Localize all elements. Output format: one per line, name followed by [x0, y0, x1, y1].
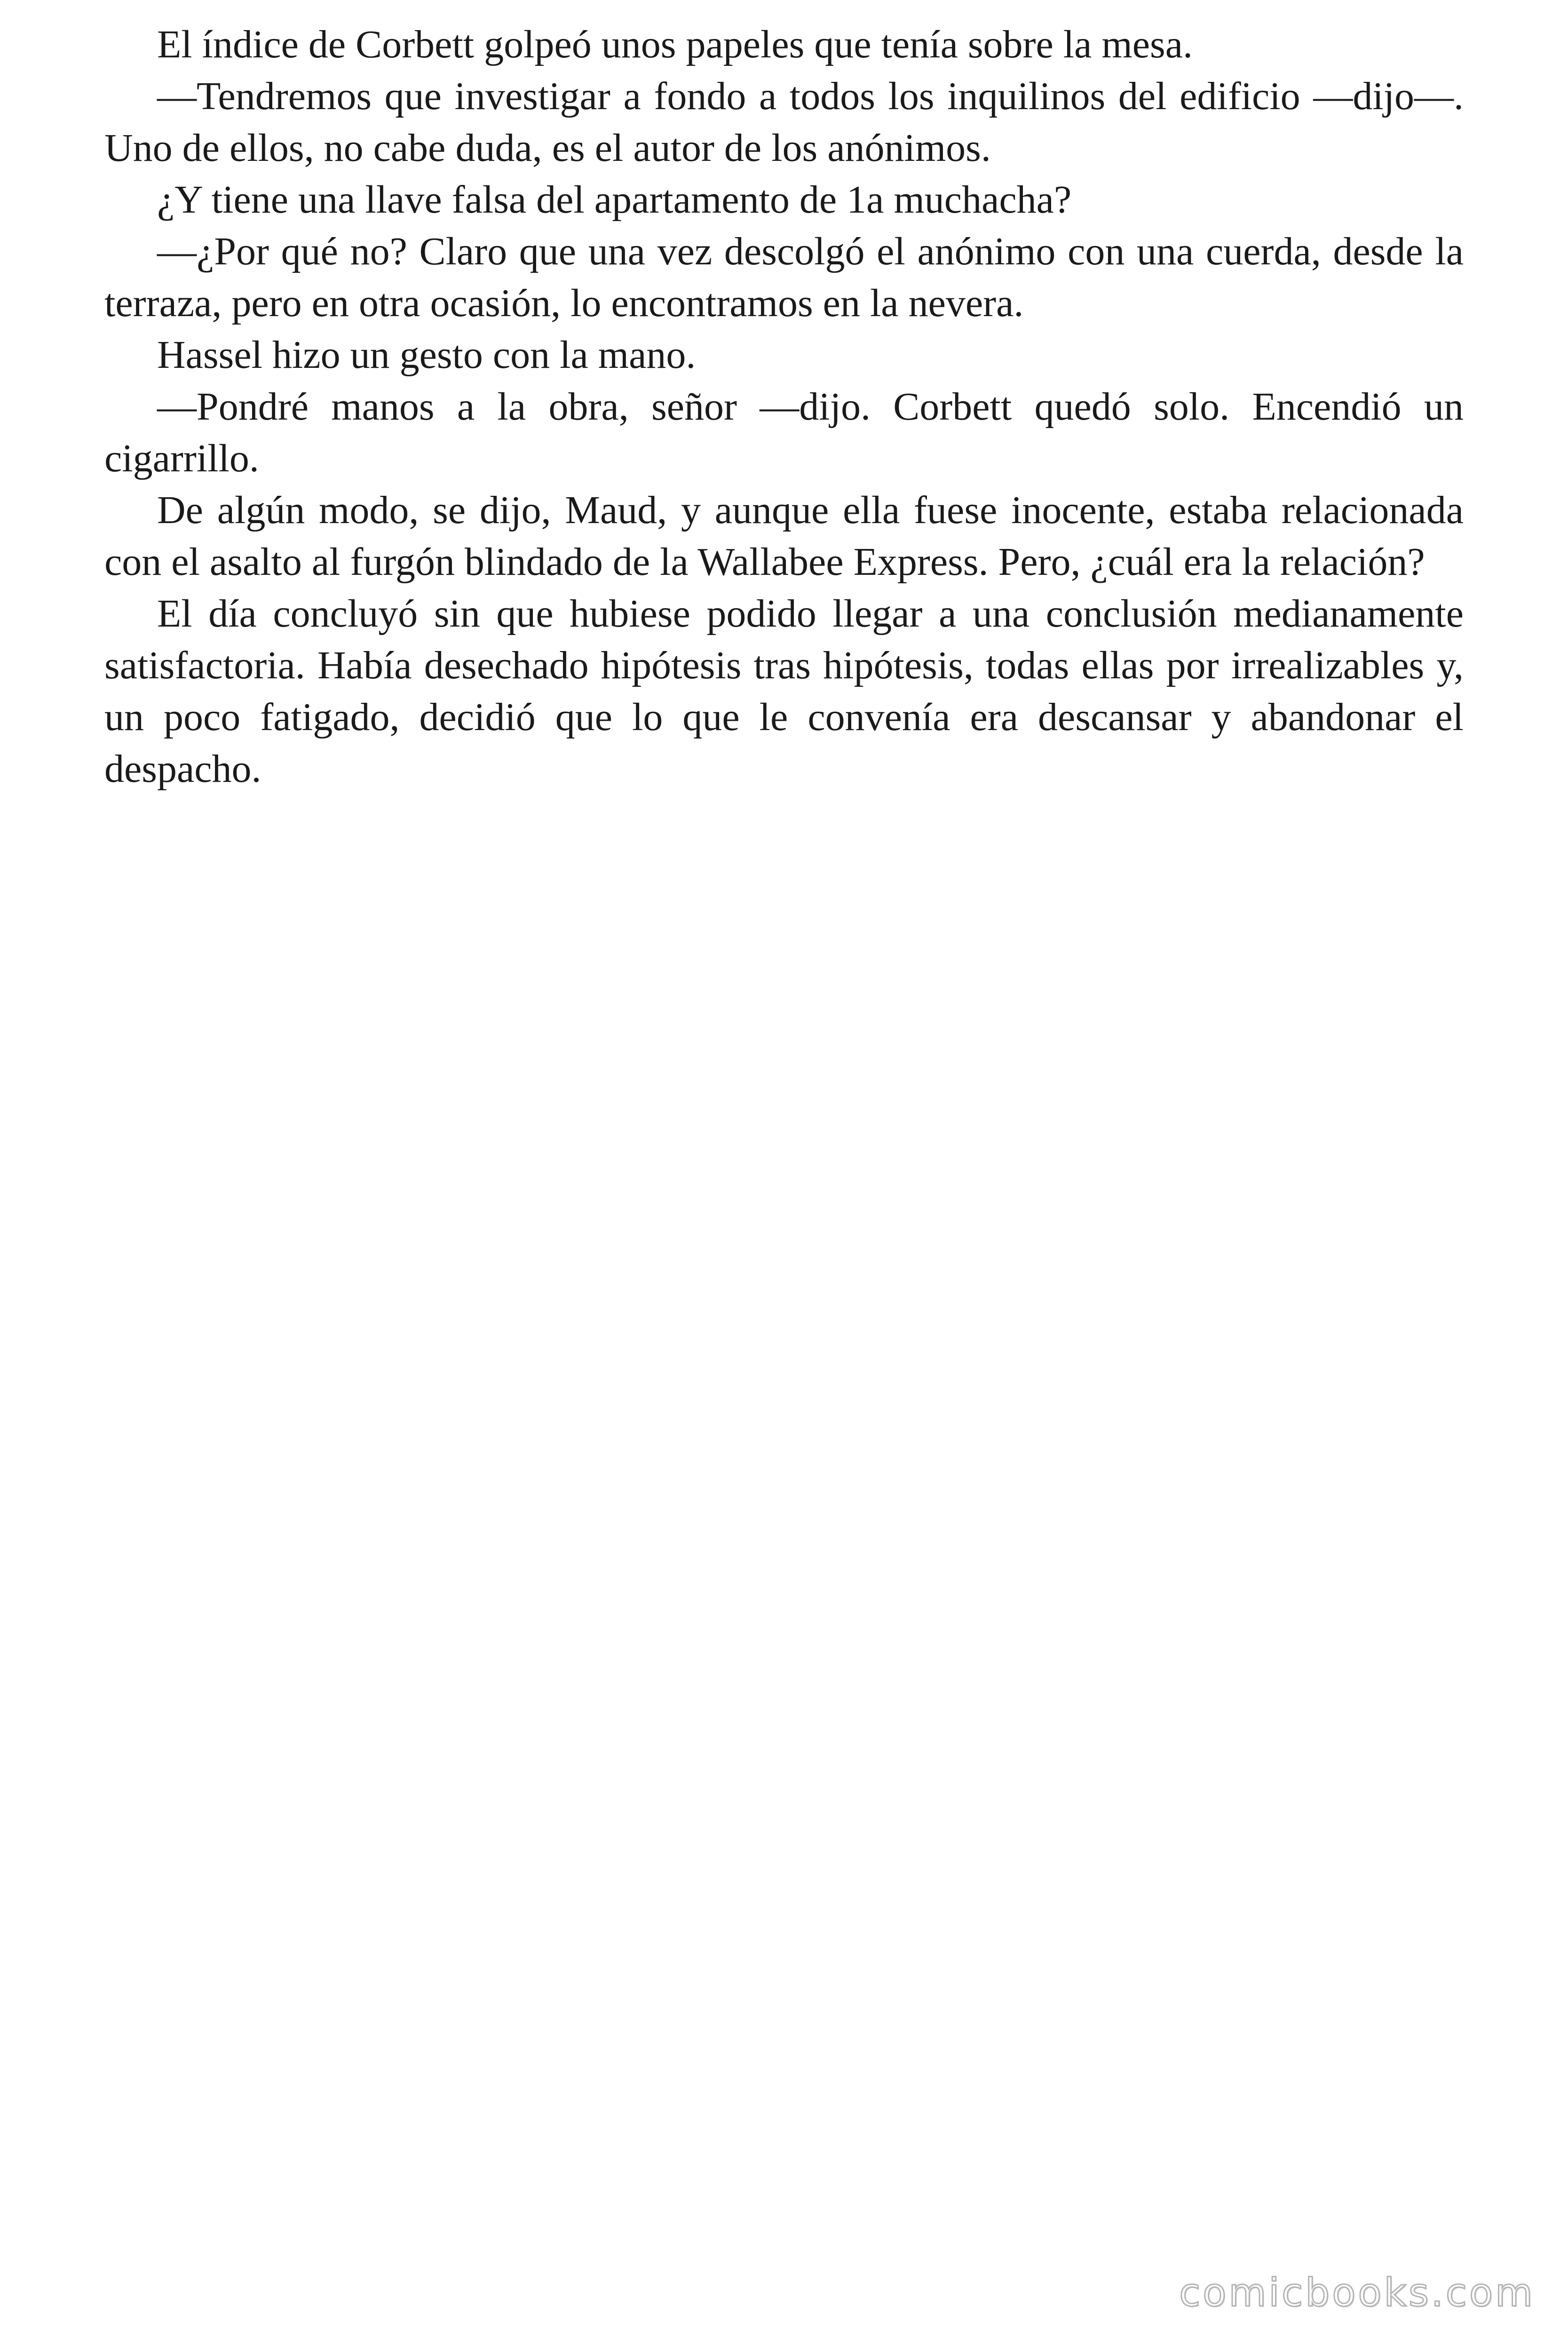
body-text	[104, 19, 1464, 795]
paragraph: El índice de Corbett golpeó unos papeles que tenía sobre la mesa.	[157, 23, 1193, 66]
paragraph: —¿Por qué no? Claro que una vez descolgó el anónimo con una cuerda, desde la terraza, pero en otra ocasión, lo encontramos en la nevera.	[104, 230, 1464, 325]
paragraph: El día concluyó sin que hubiese podido llegar a una conclusión medianamente satisfactoria. Había desechado hipótesis tras hipótesis, todas ellas por irrealizables y, un poco fatigado, decidió que lo que le convenía era descansar y abandonar el despacho.	[104, 592, 1464, 791]
watermark: comicbooks.com	[1179, 2271, 1535, 2315]
paragraph: Hassel hizo un gesto con la mano.	[157, 333, 696, 377]
paragraph: De algún modo, se dijo, Maud, y aunque ella fuese inocente, estaba relacionada con el asalto al furgón blindado de la Wallabee Express. Pero, ¿cuál era la relación?	[104, 488, 1464, 584]
paragraph: —Pondré manos a la obra, señor —dijo. Corbett quedó solo. Encendió un cigarrillo.	[104, 385, 1464, 480]
paragraph: —Tendremos que investigar a fondo a todos los inquilinos del edificio —dijo—. Uno de ellos, no cabe duda, es el autor de los anónimos.	[104, 74, 1464, 170]
paragraph: ¿Y tiene una llave falsa del apartamento de 1a muchacha?	[157, 178, 1072, 222]
